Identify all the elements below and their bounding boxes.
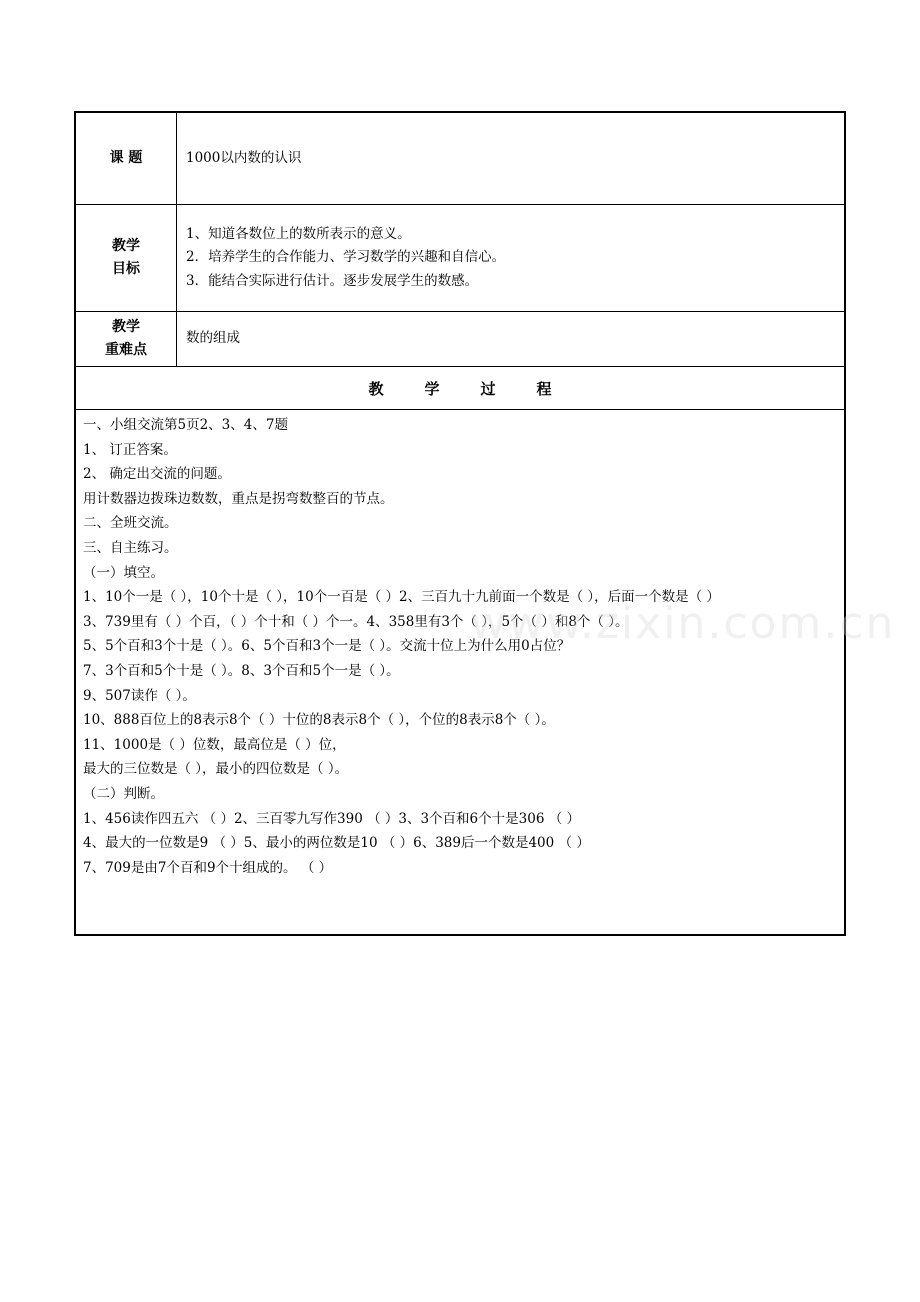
process-line: 用计数器边拨珠边数数，重点是拐弯数整百的节点。 bbox=[83, 490, 394, 507]
process-line: 5、5个百和3个十是（ ）。6、5个百和3个一是（ ）。交流十位上为什么用0占位？ bbox=[83, 638, 571, 655]
process-line: （一）填空。 bbox=[83, 564, 164, 581]
goals-label-line-2: 目标 bbox=[112, 261, 140, 277]
title-label-cell bbox=[76, 113, 177, 204]
title-label: 课 题 bbox=[109, 150, 143, 166]
goal-item: 1、知道各数位上的数所表示的意义。 bbox=[186, 225, 411, 242]
focus-value: 数的组成 bbox=[186, 330, 240, 347]
process-line: 三、自主练习。 bbox=[83, 539, 178, 556]
process-line: 9、507读作（ ）。 bbox=[83, 687, 196, 704]
goal-item: 3．能结合实际进行估计。逐步发展学生的数感。 bbox=[186, 272, 479, 289]
goals-value-cell bbox=[186, 205, 838, 311]
process-line: 2、 确定出交流的问题。 bbox=[83, 466, 231, 483]
title-row bbox=[76, 113, 844, 205]
focus-label-line-2: 重难点 bbox=[105, 342, 147, 358]
watermark: www.zixin.com.cn bbox=[470, 598, 896, 649]
process-line: 7、709是由7个百和9个十组成的。 （ ） bbox=[83, 859, 333, 876]
process-line: 11、1000是（ ）位数，最高位是（ ）位， bbox=[83, 736, 346, 753]
goals-label-cell bbox=[76, 205, 177, 311]
process-line: 最大的三位数是（ ），最小的四位数是（ ）。 bbox=[83, 761, 349, 778]
lesson-plan-table bbox=[74, 111, 846, 936]
process-line: 1、 订正答案。 bbox=[83, 441, 177, 458]
process-body bbox=[83, 413, 842, 880]
process-line: 7、3个百和5个十是（ ）。8、3个百和5个一是（ ）。 bbox=[83, 662, 400, 679]
focus-label-line-1: 教学 bbox=[112, 319, 140, 335]
process-line: 二、全班交流。 bbox=[83, 515, 178, 532]
focus-label-cell bbox=[76, 312, 177, 366]
process-header: 教学过程 bbox=[368, 379, 593, 398]
goals-label-line-1: 教学 bbox=[112, 238, 140, 254]
goal-item: 2．培养学生的合作能力、学习数学的兴趣和自信心。 bbox=[186, 249, 506, 266]
process-line: 1、456读作四五六 （ ）2、三百零九写作390 （ ）3、3个百和6个十是306 （ ） bbox=[83, 810, 580, 827]
process-line: 10、888百位上的8表示8个（ ）十位的8表示8个（ ），个位的8表示8个（ ）。 bbox=[83, 712, 555, 729]
focus-value-cell bbox=[186, 312, 838, 366]
process-header-row bbox=[76, 367, 844, 410]
lesson-title: 1000以内数的认识 bbox=[186, 149, 302, 166]
process-line: 一、小组交流第5页2、3、4、7题 bbox=[83, 417, 288, 433]
title-value-cell bbox=[186, 113, 838, 204]
process-line: 4、最大的一位数是9 （ ）5、最小的两位数是10 （ ）6、389后一个数是400 （ ） bbox=[83, 835, 590, 852]
focus-row bbox=[76, 312, 844, 367]
goals-row bbox=[76, 205, 844, 312]
process-line: 1、10个一是（ ），10个十是（ ），10个一百是（ ）2、三百九十九前面一个数是（ ），后面一个数是（ ） bbox=[83, 589, 720, 606]
process-line: （二）判断。 bbox=[83, 785, 164, 802]
process-line: 3、739里有（ ）个百，（ ）个十和（ ）个一。4、358里有3个（ ），5个（ ）和8个（ ）。 bbox=[83, 613, 629, 630]
